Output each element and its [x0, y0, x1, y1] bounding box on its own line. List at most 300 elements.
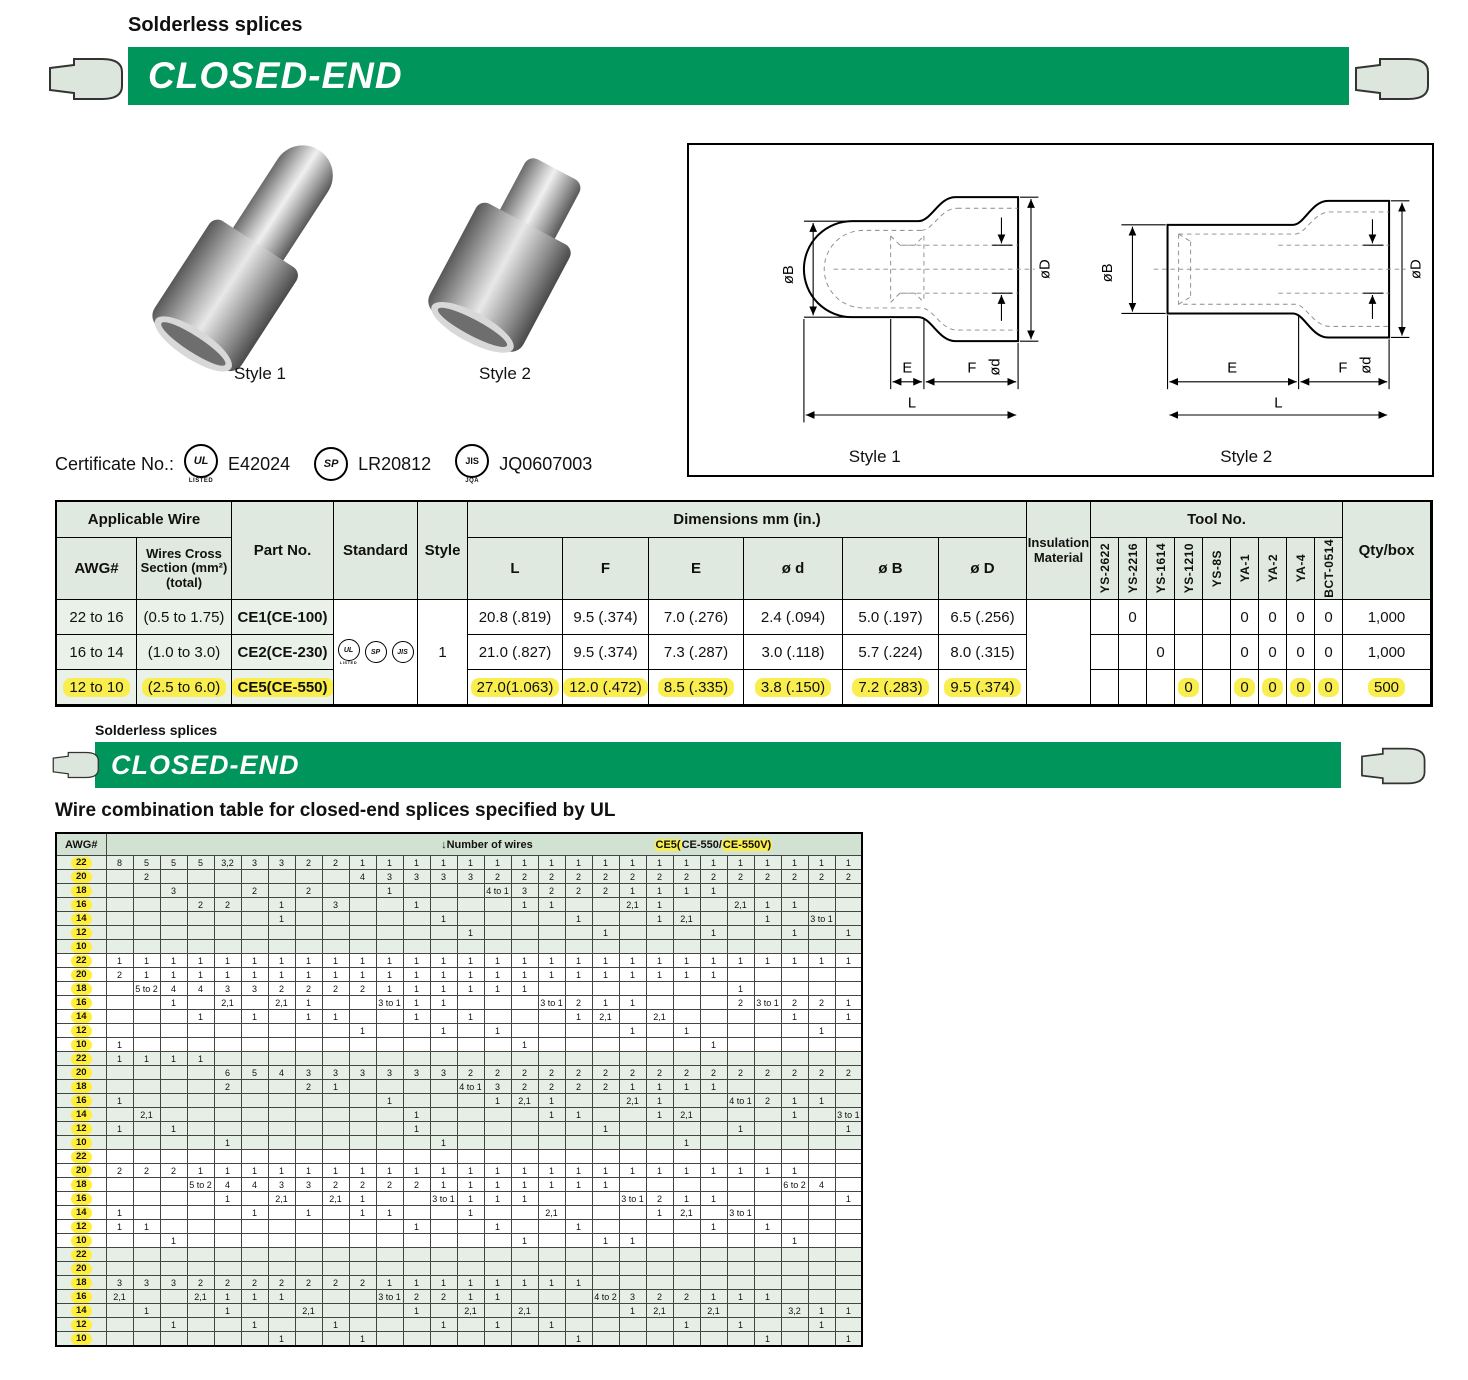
combo-cell — [376, 1304, 403, 1318]
combo-cell: 1 — [295, 1010, 322, 1024]
combo-cell: 2 — [835, 870, 862, 884]
combo-cell — [295, 1108, 322, 1122]
combo-cell — [538, 926, 565, 940]
combo-cell: 1 — [268, 954, 295, 968]
combo-cell: 1 — [619, 1304, 646, 1318]
combo-cell: 1 — [241, 1206, 268, 1220]
combo-cell — [538, 1332, 565, 1347]
combo-cell — [592, 1150, 619, 1164]
combo-cell — [592, 1052, 619, 1066]
combo-cell: 2 — [457, 1066, 484, 1080]
combo-cell — [403, 1024, 430, 1038]
combo-cell: 2 — [295, 1276, 322, 1290]
combo-cell — [457, 1332, 484, 1347]
combo-row — [56, 1136, 862, 1150]
combo-cell: 2 — [538, 1080, 565, 1094]
combo-cell — [673, 1038, 700, 1052]
combo-cell: 3,2 — [781, 1304, 808, 1318]
combo-cell: 1 — [484, 1164, 511, 1178]
spec-header-cross-section: Wires Cross Section (mm²) (total) — [137, 538, 232, 600]
combo-cell — [835, 1150, 862, 1164]
combo-cell — [214, 1220, 241, 1234]
combo-cell — [457, 1150, 484, 1164]
combo-cell — [727, 1332, 754, 1347]
combo-awg-label: 16 — [56, 1094, 106, 1108]
combo-cell: 1 — [538, 856, 565, 870]
combo-cell — [754, 1080, 781, 1094]
combo-cell — [457, 1220, 484, 1234]
combo-cell: 1 — [484, 1276, 511, 1290]
combo-cell: 1 — [430, 982, 457, 996]
combo-cell — [538, 1010, 565, 1024]
combo-table — [55, 832, 863, 1347]
combo-row — [56, 1164, 862, 1178]
combo-cell: 1 — [241, 968, 268, 982]
combo-cell: 3,2 — [214, 856, 241, 870]
certificate-number-ul: E42024 — [228, 453, 291, 474]
combo-cell: 1 — [538, 1318, 565, 1332]
spec-header-dim-F: F — [563, 538, 649, 600]
combo-cell — [754, 940, 781, 954]
combo-row — [56, 982, 862, 996]
combo-cell — [214, 1332, 241, 1347]
combo-cell: 1 — [808, 1304, 835, 1318]
combo-cell — [781, 1332, 808, 1347]
combo-cell — [295, 940, 322, 954]
combo-cell — [511, 940, 538, 954]
combo-cell: 1 — [133, 1052, 160, 1066]
combo-cell — [322, 1304, 349, 1318]
combo-cell: 2 — [322, 982, 349, 996]
combo-cell — [106, 940, 133, 954]
combo-cell — [187, 1318, 214, 1332]
combo-cell — [430, 1038, 457, 1052]
combo-cell: 2 — [241, 884, 268, 898]
combo-cell — [106, 1024, 133, 1038]
combo-cell — [430, 1234, 457, 1248]
combo-cell: 1 — [835, 1304, 862, 1318]
combo-cell: 2 — [754, 870, 781, 884]
combo-cell: 1 — [214, 1192, 241, 1206]
combo-cell — [808, 1206, 835, 1220]
combo-cell: 1 — [403, 1220, 430, 1234]
combo-cell — [214, 926, 241, 940]
combo-cell — [565, 940, 592, 954]
combo-awg-label: 22 — [56, 856, 106, 870]
combo-cell — [646, 1178, 673, 1192]
combo-cell — [349, 940, 376, 954]
combo-cell — [268, 1262, 295, 1276]
combo-cell — [403, 1052, 430, 1066]
combo-cell — [781, 1150, 808, 1164]
combo-cell — [700, 982, 727, 996]
combo-cell — [241, 1332, 268, 1347]
combo-cell — [214, 1052, 241, 1066]
combo-cell — [403, 1136, 430, 1150]
combo-cell — [484, 1262, 511, 1276]
combo-cell — [214, 1262, 241, 1276]
combo-cell — [835, 1234, 862, 1248]
combo-cell — [160, 870, 187, 884]
combo-cell — [268, 884, 295, 898]
combo-row — [56, 968, 862, 982]
spec-standard-logos: UL LISTED SP JIS — [334, 600, 418, 705]
combo-cell: 1 — [349, 954, 376, 968]
combo-cell: 1 — [835, 1010, 862, 1024]
combo-cell: 1 — [646, 1108, 673, 1122]
combo-cell — [727, 884, 754, 898]
combo-cell: 2 — [754, 1094, 781, 1108]
combo-cell — [538, 1136, 565, 1150]
combo-row — [56, 1318, 862, 1332]
combo-cell — [619, 1206, 646, 1220]
combo-cell — [808, 1234, 835, 1248]
combo-cell: 4 — [160, 982, 187, 996]
combo-cell — [457, 940, 484, 954]
spec-dim-value: 9.5 (.374) — [563, 600, 649, 635]
combo-cell: 1 — [295, 1206, 322, 1220]
combo-cell — [268, 1122, 295, 1136]
combo-cell: 1 — [511, 1164, 538, 1178]
combo-cell: 2 — [565, 884, 592, 898]
combo-cell — [430, 1262, 457, 1276]
combo-cell — [241, 1080, 268, 1094]
combo-cell: 4 to 1 — [727, 1094, 754, 1108]
spec-cross-section: (0.5 to 1.75) — [137, 600, 232, 635]
combo-cell — [187, 1038, 214, 1052]
spec-header-insulation: Insulation Material — [1027, 502, 1091, 600]
combo-cell — [781, 1038, 808, 1052]
combo-cell — [727, 912, 754, 926]
combo-cell — [835, 884, 862, 898]
combo-cell: 1 — [673, 1164, 700, 1178]
combo-cell: 1 — [457, 968, 484, 982]
combo-cell: 2,1 — [727, 898, 754, 912]
combo-cell: 2 — [187, 1276, 214, 1290]
combo-cell — [673, 1150, 700, 1164]
combo-cell — [349, 1038, 376, 1052]
combo-cell — [727, 1262, 754, 1276]
combo-cell — [511, 912, 538, 926]
spec-tool-mark — [1175, 635, 1203, 670]
combo-cell — [673, 1178, 700, 1192]
combo-cell — [673, 1248, 700, 1262]
combo-cell — [160, 1192, 187, 1206]
page-title: CLOSED-END — [148, 55, 403, 96]
combo-cell: 1 — [754, 1290, 781, 1304]
combo-cell: 1 — [133, 968, 160, 982]
combo-cell: 3 to 1 — [835, 1108, 862, 1122]
combo-cell — [214, 1010, 241, 1024]
splice-icon-left-2 — [52, 748, 102, 782]
combo-cell — [700, 1024, 727, 1038]
combo-cell — [322, 1150, 349, 1164]
combo-cell: 1 — [646, 912, 673, 926]
combo-cell — [160, 1304, 187, 1318]
combo-cell — [349, 1318, 376, 1332]
combo-cell: 1 — [349, 1206, 376, 1220]
spec-awg: 16 to 14 — [57, 635, 137, 670]
combo-cell — [106, 926, 133, 940]
combo-cell — [619, 1178, 646, 1192]
combo-cell: 3 — [484, 1080, 511, 1094]
combo-cell: 1 — [160, 954, 187, 968]
combo-cell: 2 — [646, 1066, 673, 1080]
combo-cell — [403, 1192, 430, 1206]
combo-cell — [754, 1192, 781, 1206]
combo-cell — [646, 1150, 673, 1164]
combo-cell — [295, 1136, 322, 1150]
combo-cell: 1 — [484, 982, 511, 996]
combo-cell — [403, 926, 430, 940]
combo-cell: 3 — [349, 1066, 376, 1080]
combo-cell: 1 — [484, 954, 511, 968]
combo-cell: 1 — [484, 1318, 511, 1332]
combo-cell: 1 — [295, 996, 322, 1010]
combo-cell: 1 — [565, 1108, 592, 1122]
combo-cell — [565, 1262, 592, 1276]
combo-cell: 1 — [403, 996, 430, 1010]
combo-cell — [133, 1094, 160, 1108]
section2-title: CLOSED-END — [111, 749, 300, 780]
combo-cell: 1 — [349, 856, 376, 870]
combo-cell — [268, 926, 295, 940]
combo-cell — [268, 1010, 295, 1024]
combo-cell — [727, 1024, 754, 1038]
combo-cell — [754, 1276, 781, 1290]
combo-cell: 1 — [241, 1290, 268, 1304]
combo-cell — [754, 884, 781, 898]
combo-cell: 1 — [430, 856, 457, 870]
combo-cell — [322, 1122, 349, 1136]
combo-cell: 1 — [214, 954, 241, 968]
combo-cell — [376, 1192, 403, 1206]
combo-cell: 2 — [646, 870, 673, 884]
combo-cell — [241, 1220, 268, 1234]
combo-cell: 4 — [241, 1178, 268, 1192]
combo-cell — [349, 1108, 376, 1122]
combo-cell — [322, 1024, 349, 1038]
combo-cell — [700, 1150, 727, 1164]
combo-cell: 2 — [592, 884, 619, 898]
ul-logo: UL LISTED — [184, 444, 218, 484]
combo-awg-label: 22 — [56, 1052, 106, 1066]
certificate-number-csa: LR20812 — [358, 453, 432, 474]
combo-cell — [565, 1304, 592, 1318]
combo-cell — [187, 1234, 214, 1248]
combo-cell — [646, 1024, 673, 1038]
combo-cell — [133, 1206, 160, 1220]
combo-cell: 1 — [727, 954, 754, 968]
combo-cell — [295, 898, 322, 912]
combo-cell: 1 — [376, 1276, 403, 1290]
combo-cell — [835, 1136, 862, 1150]
combo-cell — [646, 1234, 673, 1248]
combo-cell: 1 — [484, 1178, 511, 1192]
spec-header-tool-YA-4: YA-4 — [1287, 538, 1315, 600]
combo-cell — [835, 1276, 862, 1290]
combo-cell: 1 — [781, 898, 808, 912]
combo-cell: 2 — [781, 996, 808, 1010]
combo-cell: 3 — [268, 1178, 295, 1192]
combo-cell — [511, 1220, 538, 1234]
combo-cell — [106, 870, 133, 884]
combo-cell — [133, 1234, 160, 1248]
combo-cell: 1 — [484, 1220, 511, 1234]
combo-cell — [403, 1150, 430, 1164]
spec-header-tool-BCT-0514: BCT-0514 — [1315, 538, 1343, 600]
combo-cell — [376, 1010, 403, 1024]
combo-cell — [565, 1290, 592, 1304]
combo-cell: 2 — [106, 968, 133, 982]
combo-cell — [106, 1150, 133, 1164]
combo-cell — [430, 1248, 457, 1262]
combo-cell — [754, 1304, 781, 1318]
combo-row — [56, 1220, 862, 1234]
photo-style2-label: Style 2 — [479, 364, 531, 383]
combo-cell: 1 — [376, 954, 403, 968]
spec-dim-value: 7.3 (.287) — [649, 635, 744, 670]
combo-cell: 1 — [403, 856, 430, 870]
combo-awg-label: 14 — [56, 1010, 106, 1024]
combo-cell — [187, 940, 214, 954]
spec-tool-mark — [1091, 635, 1119, 670]
combo-cell: 1 — [106, 1038, 133, 1052]
combo-row — [56, 1248, 862, 1262]
combo-cell — [160, 1220, 187, 1234]
combo-cell: 2,1 — [646, 1010, 673, 1024]
combo-cell — [619, 1122, 646, 1136]
dim-label-L: L — [907, 395, 916, 412]
combo-cell: 4 — [808, 1178, 835, 1192]
combo-cell — [484, 1206, 511, 1220]
combo-cell: 1 — [538, 1276, 565, 1290]
combo-cell: 2 — [619, 1066, 646, 1080]
combo-cell — [673, 1234, 700, 1248]
combo-cell — [511, 926, 538, 940]
combo-cell: 1 — [457, 856, 484, 870]
combo-cell — [295, 1220, 322, 1234]
combo-cell: 1 — [403, 1304, 430, 1318]
combo-cell: 1 — [592, 968, 619, 982]
combo-cell: 1 — [727, 856, 754, 870]
combo-cell — [349, 1248, 376, 1262]
combo-cell — [214, 912, 241, 926]
combo-row — [56, 1024, 862, 1038]
combo-row — [56, 1290, 862, 1304]
combo-row — [56, 940, 862, 954]
combo-cell — [214, 1248, 241, 1262]
combo-cell — [268, 1220, 295, 1234]
combo-cell — [754, 1262, 781, 1276]
combo-cell: 1 — [700, 926, 727, 940]
combo-cell: 1 — [349, 1024, 376, 1038]
combo-cell — [565, 1206, 592, 1220]
combo-cell — [322, 870, 349, 884]
combo-cell — [214, 1122, 241, 1136]
combo-cell — [187, 1262, 214, 1276]
combo-cell — [835, 1262, 862, 1276]
combo-cell — [106, 1248, 133, 1262]
spec-dim-value: 9.5 (.374) — [939, 670, 1027, 705]
combo-cell: 1 — [754, 1164, 781, 1178]
combo-cell — [727, 940, 754, 954]
combo-cell — [673, 1304, 700, 1318]
combo-cell: 3 to 1 — [619, 1192, 646, 1206]
combo-cell — [700, 898, 727, 912]
combo-cell: 2 — [187, 898, 214, 912]
combo-cell: 6 to 2 — [781, 1178, 808, 1192]
combo-cell — [619, 1276, 646, 1290]
combo-cell: 1 — [700, 1038, 727, 1052]
combo-cell: 4 — [214, 1178, 241, 1192]
combo-cell: 1 — [673, 1024, 700, 1038]
combo-cell: 2 — [673, 1066, 700, 1080]
combo-awg-label: 22 — [56, 1150, 106, 1164]
combo-cell — [727, 1108, 754, 1122]
combo-cell: 1 — [268, 912, 295, 926]
combo-row — [56, 926, 862, 940]
combo-cell: 1 — [754, 1220, 781, 1234]
spec-dim-value: 5.0 (.197) — [843, 600, 939, 635]
combo-cell: 2 — [727, 1066, 754, 1080]
combo-cell: 2 — [133, 870, 160, 884]
combo-cell — [430, 1052, 457, 1066]
combo-cell — [511, 996, 538, 1010]
combo-cell — [484, 1010, 511, 1024]
combo-awg-label: 14 — [56, 1108, 106, 1122]
spec-tool-mark — [1091, 600, 1119, 635]
combo-cell: 3 — [295, 1066, 322, 1080]
certificate-row — [55, 444, 592, 484]
combo-cell: 1 — [106, 1220, 133, 1234]
combo-cell — [592, 1192, 619, 1206]
combo-cell — [727, 1234, 754, 1248]
combo-cell — [646, 1276, 673, 1290]
combo-cell — [349, 1080, 376, 1094]
combo-cell — [322, 1248, 349, 1262]
combo-cell — [592, 1262, 619, 1276]
combo-cell: 1 — [430, 954, 457, 968]
combo-cell: 2 — [511, 870, 538, 884]
combo-cell: 1 — [268, 1164, 295, 1178]
combo-cell: 3 — [376, 870, 403, 884]
spec-tool-mark: 0 — [1287, 635, 1315, 670]
combo-cell — [700, 1248, 727, 1262]
combo-cell: 1 — [457, 1010, 484, 1024]
combo-cell — [754, 1234, 781, 1248]
combo-cell: 2 — [214, 1080, 241, 1094]
combo-cell — [295, 1318, 322, 1332]
combo-cell: 3 to 1 — [754, 996, 781, 1010]
combo-cell — [781, 940, 808, 954]
combo-cell — [241, 1192, 268, 1206]
combo-cell — [376, 1080, 403, 1094]
combo-cell — [349, 1234, 376, 1248]
spec-tool-mark: 0 — [1259, 670, 1287, 705]
combo-cell: 1 — [835, 1332, 862, 1347]
combo-cell — [781, 1220, 808, 1234]
main-banner — [128, 47, 1349, 105]
combo-cell — [322, 1332, 349, 1347]
combo-row — [56, 898, 862, 912]
combo-cell: 1 — [700, 954, 727, 968]
combo-cell: 1 — [511, 856, 538, 870]
combo-cell — [484, 1150, 511, 1164]
combo-cell — [322, 1038, 349, 1052]
combo-cell — [457, 1122, 484, 1136]
combo-cell: 1 — [781, 1234, 808, 1248]
